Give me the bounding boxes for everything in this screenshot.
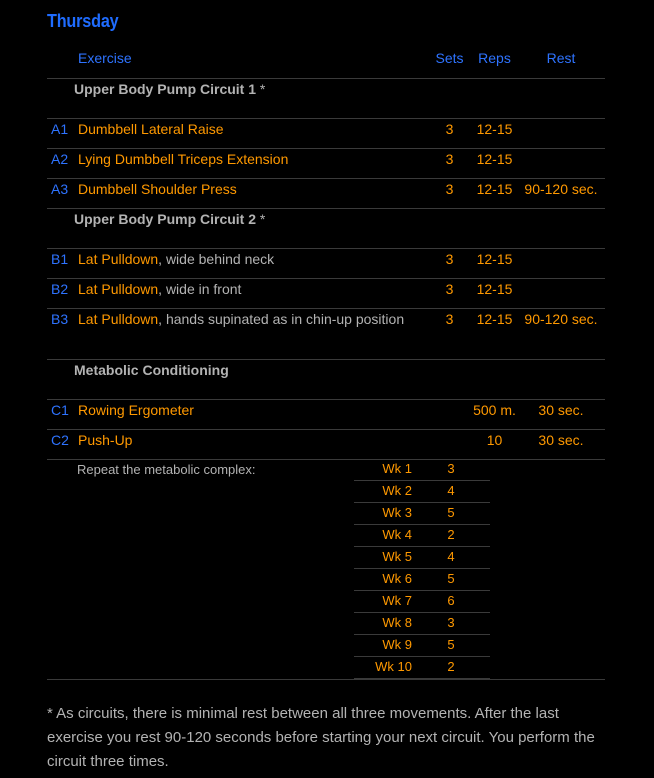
week-row [354, 547, 490, 569]
circuit-heading [47, 209, 605, 249]
exercise-rest [517, 249, 605, 279]
exercise-link[interactable]: Dumbbell Lateral Raise [78, 121, 224, 137]
column-header-rest: Rest [517, 48, 605, 79]
footnote-marker: * [256, 81, 266, 97]
exercise-link[interactable]: Lat Pulldown [78, 281, 159, 297]
exercise-link[interactable]: Dumbbell Shoulder Press [78, 181, 237, 197]
exercise-row [47, 119, 605, 149]
week-row [354, 613, 490, 635]
table-header-row [47, 48, 605, 79]
exercise-rest: 30 sec. [517, 400, 605, 430]
week-row [354, 657, 490, 679]
week-repeat-count: 4 [412, 547, 490, 569]
exercise-sets: 3 [427, 149, 472, 179]
exercise-row [47, 400, 605, 430]
exercise-link[interactable]: Lat Pulldown [78, 311, 159, 327]
week-repeat-count: 5 [412, 635, 490, 657]
week-label: Wk 8 [354, 613, 412, 635]
exercise-code: C1 [47, 400, 77, 430]
exercise-sets [427, 400, 472, 430]
exercise-rest [517, 119, 605, 149]
exercise-row [47, 309, 605, 360]
exercise-row [47, 430, 605, 460]
footnote-marker: * [256, 211, 266, 227]
exercise-link[interactable]: Push-Up [78, 432, 133, 448]
week-label: Wk 1 [354, 459, 412, 481]
exercise-link[interactable]: Lat Pulldown [78, 251, 159, 267]
exercise-note: , wide in front [158, 281, 242, 297]
week-repeat-count: 3 [412, 613, 490, 635]
repeat-schedule-row [47, 460, 605, 680]
circuit-heading [47, 360, 605, 400]
week-row [354, 459, 490, 481]
circuit-title: Upper Body Pump Circuit 2 [74, 211, 257, 227]
week-repeat-count: 5 [412, 503, 490, 525]
exercise-row [47, 179, 605, 209]
exercise-reps: 12-15 [472, 119, 517, 149]
exercise-link[interactable]: Rowing Ergometer [78, 402, 194, 418]
week-row [354, 525, 490, 547]
exercise-rest: 90-120 sec. [517, 179, 605, 209]
workout-table [47, 48, 605, 680]
week-label: Wk 7 [354, 591, 412, 613]
circuit-title: Upper Body Pump Circuit 1 [74, 81, 257, 97]
exercise-sets: 3 [427, 179, 472, 209]
exercise-code: B1 [47, 249, 77, 279]
week-label: Wk 6 [354, 569, 412, 591]
weekly-repeat-list [354, 459, 490, 679]
week-repeat-count: 2 [412, 657, 490, 679]
exercise-reps: 12-15 [472, 179, 517, 209]
exercise-rest [517, 279, 605, 309]
week-row [354, 503, 490, 525]
exercise-rest: 30 sec. [517, 430, 605, 460]
footnote: * As circuits, there is minimal rest between all three movements. After the last exercise you rest 90-120 seconds before starting your next circuit. You perform the circuit three times. [47, 705, 595, 770]
exercise-note: , hands supinated as in chin-up position [158, 311, 405, 327]
exercise-code: B3 [47, 309, 77, 360]
exercise-sets: 3 [427, 309, 472, 360]
column-header-exercise: Exercise [77, 48, 427, 79]
week-label: Wk 5 [354, 547, 412, 569]
week-repeat-count: 2 [412, 525, 490, 547]
week-label: Wk 4 [354, 525, 412, 547]
week-label: Wk 10 [354, 657, 412, 679]
column-header-sets: Sets [427, 48, 472, 79]
week-repeat-count: 3 [412, 459, 490, 481]
exercise-code: B2 [47, 279, 77, 309]
exercise-sets [427, 430, 472, 460]
exercise-reps: 10 [472, 430, 517, 460]
exercise-code: A1 [47, 119, 77, 149]
week-repeat-count: 5 [412, 569, 490, 591]
week-row [354, 481, 490, 503]
exercise-reps: 12-15 [472, 149, 517, 179]
exercise-rest [517, 149, 605, 179]
exercise-code: C2 [47, 430, 77, 460]
exercise-row [47, 249, 605, 279]
circuit-heading [47, 79, 605, 119]
circuit-title: Metabolic Conditioning [74, 362, 229, 378]
week-row [354, 635, 490, 657]
week-row [354, 591, 490, 613]
week-repeat-count: 4 [412, 481, 490, 503]
week-label: Wk 2 [354, 481, 412, 503]
exercise-reps: 12-15 [472, 279, 517, 309]
exercise-note: , wide behind neck [158, 251, 275, 267]
exercise-sets: 3 [427, 119, 472, 149]
week-label: Wk 9 [354, 635, 412, 657]
week-label: Wk 3 [354, 503, 412, 525]
column-header-reps: Reps [472, 48, 517, 79]
repeat-instruction: Repeat the metabolic complex: [77, 462, 256, 477]
exercise-rest: 90-120 sec. [517, 309, 605, 360]
exercise-code: A3 [47, 179, 77, 209]
exercise-code: A2 [47, 149, 77, 179]
exercise-reps: 500 m. [472, 400, 517, 430]
exercise-row [47, 279, 605, 309]
exercise-reps: 12-15 [472, 309, 517, 360]
week-row [354, 569, 490, 591]
exercise-sets: 3 [427, 249, 472, 279]
exercise-reps: 12-15 [472, 249, 517, 279]
week-repeat-count: 6 [412, 591, 490, 613]
exercise-link[interactable]: Lying Dumbbell Triceps Extension [78, 151, 289, 167]
exercise-row [47, 149, 605, 179]
day-title: Thursday [47, 11, 119, 31]
exercise-sets: 3 [427, 279, 472, 309]
